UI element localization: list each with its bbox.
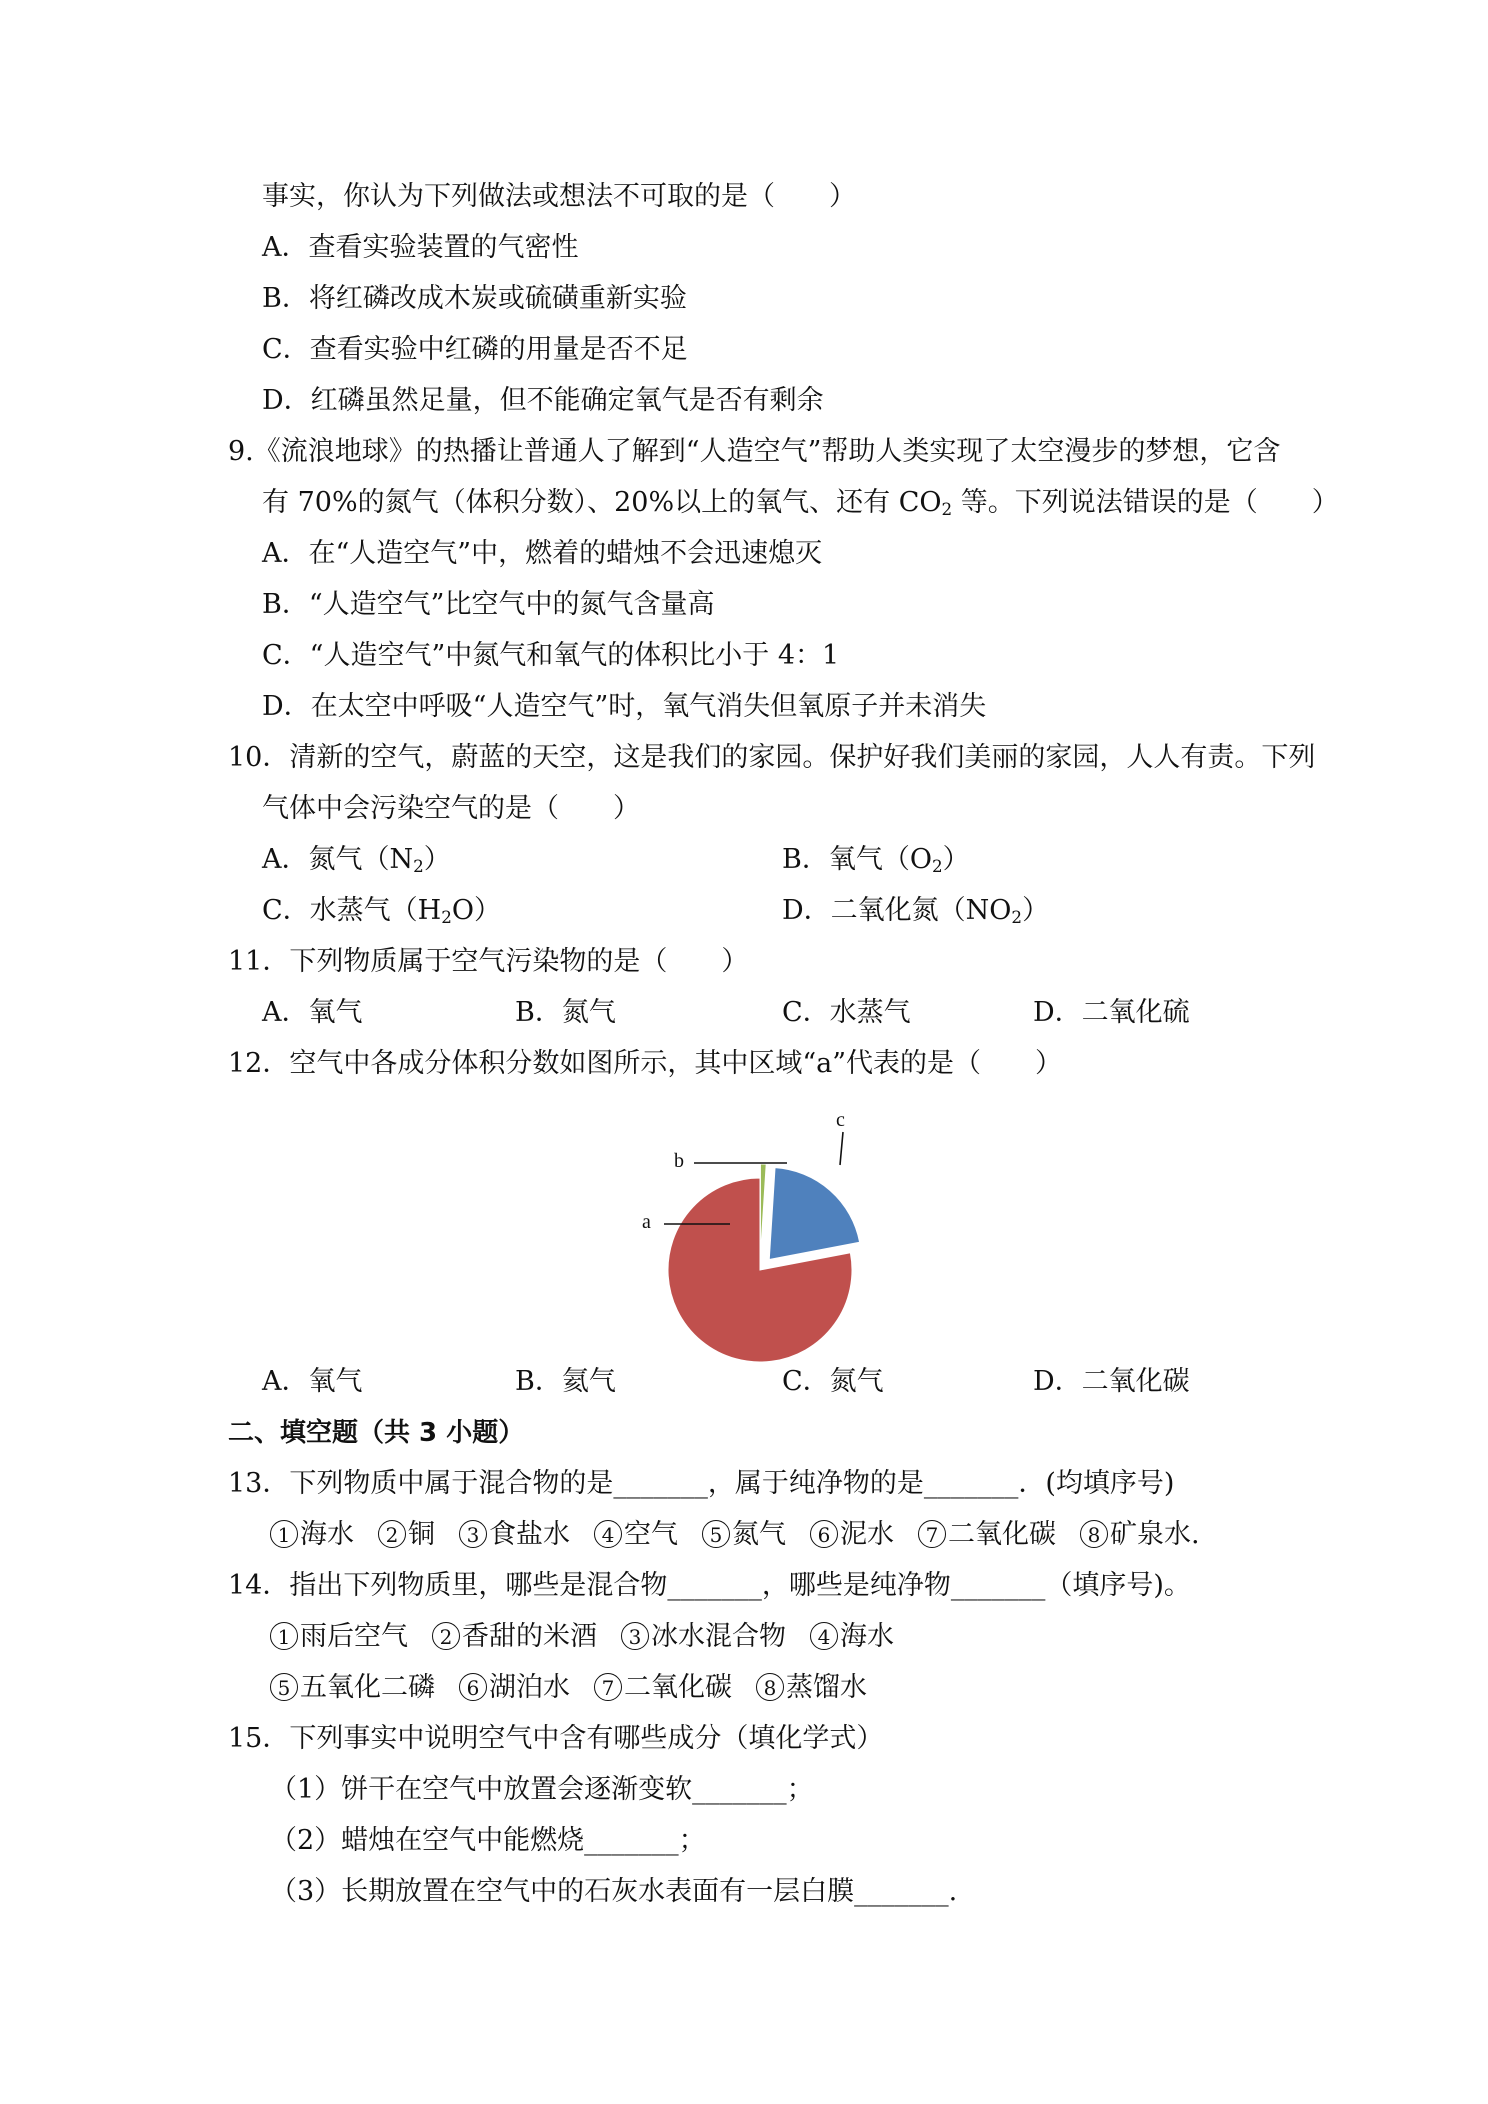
choice-item	[756, 1671, 867, 1705]
q11-option-a[interactable]: A．氧气	[262, 997, 363, 1028]
choice-item	[378, 1518, 435, 1552]
q12-option-d[interactable]: D．二氧化碳	[1033, 1366, 1190, 1397]
circled-number: 7	[594, 1673, 622, 1701]
choice-item	[810, 1620, 894, 1654]
q9-option-c[interactable]: C．“人造空气”中氮气和氧气的体积比小于 4：1	[262, 640, 840, 671]
pie-slice-c	[769, 1168, 859, 1260]
q14-items-row2	[270, 1671, 891, 1705]
q15-part-3: （3）长期放置在空气中的石灰水表面有一层白膜_______.	[270, 1876, 958, 1907]
q10-option-c[interactable]: C．水蒸气$(H_2O)$	[262, 895, 502, 928]
circled-number: 4	[810, 1622, 838, 1650]
q11-option-c[interactable]: C．水蒸气	[782, 997, 911, 1028]
slice-label-b: b	[674, 1150, 684, 1172]
choice-item-label: 二氧化碳	[948, 1519, 1056, 1550]
q14-stem: 14．指出下列物质里，哪些是混合物_______，哪些是纯净物_______（填序号)。	[228, 1570, 1191, 1601]
q11-option-d[interactable]: D．二氧化硫	[1033, 997, 1190, 1028]
q8-option-d[interactable]: D．红磷虽然足量，但不能确定氧气是否有剩余	[262, 385, 824, 416]
q10-stem-line1: 10．清新的空气，蔚蓝的天空，这是我们的家园。保护好我们美丽的家园，人人有责。下列	[228, 742, 1316, 773]
choice-item-label: 湖泊水	[489, 1672, 570, 1703]
q9-option-a[interactable]: A．在“人造空气”中，燃着的蜡烛不会迅速熄灭	[262, 538, 823, 569]
circled-number: 8	[1080, 1520, 1108, 1548]
circled-number: 6	[459, 1673, 487, 1701]
q15-stem: 15．下列事实中说明空气中含有哪些成分（填化学式）	[228, 1723, 884, 1754]
q10-stem-line2: 气体中会污染空气的是（ ）	[262, 793, 640, 824]
choice-item-label: 泥水	[840, 1519, 894, 1550]
choice-item-label: 香甜的米酒	[462, 1621, 597, 1652]
q8-option-b[interactable]: B．将红磷改成木炭或硫磺重新实验	[262, 283, 687, 314]
q11-option-b[interactable]: B．氮气	[515, 997, 616, 1028]
leader-line-c	[840, 1132, 843, 1165]
choice-item	[918, 1518, 1056, 1552]
choice-item	[459, 1518, 570, 1552]
choice-item-label: 五氧化二磷	[300, 1672, 435, 1703]
choice-item	[432, 1620, 597, 1654]
q12-option-a[interactable]: A．氧气	[262, 1366, 363, 1397]
q11-stem: 11．下列物质属于空气污染物的是（ ）	[228, 946, 749, 977]
slice-label-a: a	[642, 1211, 651, 1233]
q12-option-c[interactable]: C．氮气	[782, 1366, 884, 1397]
choice-item	[459, 1671, 570, 1705]
choice-item	[810, 1518, 894, 1552]
circled-number: 5	[270, 1673, 298, 1701]
circled-number: 3	[459, 1520, 487, 1548]
q9-option-b[interactable]: B．“人造空气”比空气中的氮气含量高	[262, 589, 715, 620]
circled-number: 8	[756, 1673, 784, 1701]
choice-item-label: 海水	[300, 1519, 354, 1550]
q13-items	[270, 1518, 1224, 1552]
circled-number: 1	[270, 1622, 298, 1650]
q12-stem: 12．空气中各成分体积分数如图所示，其中区域“a”代表的是（ ）	[228, 1048, 1063, 1079]
section-title-fill-in: 二、填空题（共 3 小题）	[228, 1418, 525, 1448]
q9-stem-line2: 有 70%的氮气（体积分数）、20%以上的氧气、还有 $CO_2$ 等。下列说法错误的是（ ）	[262, 487, 1339, 520]
circled-number: 2	[378, 1520, 406, 1548]
q10-option-d[interactable]: D．二氧化氮$(NO_2)$	[782, 895, 1050, 928]
choice-item	[702, 1518, 786, 1552]
q8-option-a[interactable]: A．查看实验装置的气密性	[262, 232, 579, 263]
choice-item	[270, 1518, 354, 1552]
q10-option-b[interactable]: B．氧气$(O_2)$	[782, 844, 970, 877]
choice-item-label: 海水	[840, 1621, 894, 1652]
circled-number: 4	[594, 1520, 622, 1548]
circled-number: 6	[810, 1520, 838, 1548]
q15-part-2: （2）蜡烛在空气中能燃烧_______；	[270, 1825, 706, 1856]
q8-option-c[interactable]: C．查看实验中红磷的用量是否不足	[262, 334, 688, 365]
circled-number: 3	[621, 1622, 649, 1650]
circled-number: 5	[702, 1520, 730, 1548]
q13-stem: 13．下列物质中属于混合物的是_______，属于纯净物的是_______．(均填序号)	[228, 1468, 1175, 1499]
q8-stem: 事实，你认为下列做法或想法不可取的是（ ）	[262, 181, 856, 212]
q14-items-row1	[270, 1620, 918, 1654]
choice-item-label: 冰水混合物	[651, 1621, 786, 1652]
choice-item	[270, 1620, 408, 1654]
choice-item	[270, 1671, 435, 1705]
choice-item-label: 铜	[408, 1519, 435, 1550]
choice-item-label: 二氧化碳	[624, 1672, 732, 1703]
circled-number: 7	[918, 1520, 946, 1548]
choice-item-label: 矿泉水.	[1110, 1519, 1200, 1550]
q9-option-d[interactable]: D．在太空中呼吸“人造空气”时，氧气消失但氧原子并未消失	[262, 691, 987, 722]
q15-part-1: （1）饼干在空气中放置会逐渐变软_______；	[270, 1774, 814, 1805]
q12-option-b[interactable]: B．氦气	[515, 1366, 616, 1397]
choice-item-label: 蒸馏水	[786, 1672, 867, 1703]
air-composition-pie-chart	[630, 1110, 910, 1370]
q10-option-a[interactable]: A．氮气$(N_2)$	[262, 844, 451, 877]
choice-item-label: 空气	[624, 1519, 678, 1550]
choice-item	[594, 1518, 678, 1552]
circled-number: 2	[432, 1622, 460, 1650]
slice-label-c: c	[836, 1110, 845, 1131]
choice-item-label: 食盐水	[489, 1519, 570, 1550]
circled-number: 1	[270, 1520, 298, 1548]
choice-item	[621, 1620, 786, 1654]
choice-item	[1080, 1518, 1200, 1552]
choice-item-label: 雨后空气	[300, 1621, 408, 1652]
choice-item-label: 氮气	[732, 1519, 786, 1550]
q9-stem-line1: 9.《流浪地球》的热播让普通人了解到“人造空气”帮助人类实现了太空漫步的梦想，它含	[228, 436, 1281, 467]
choice-item	[594, 1671, 732, 1705]
pie-slice-b	[760, 1164, 766, 1256]
